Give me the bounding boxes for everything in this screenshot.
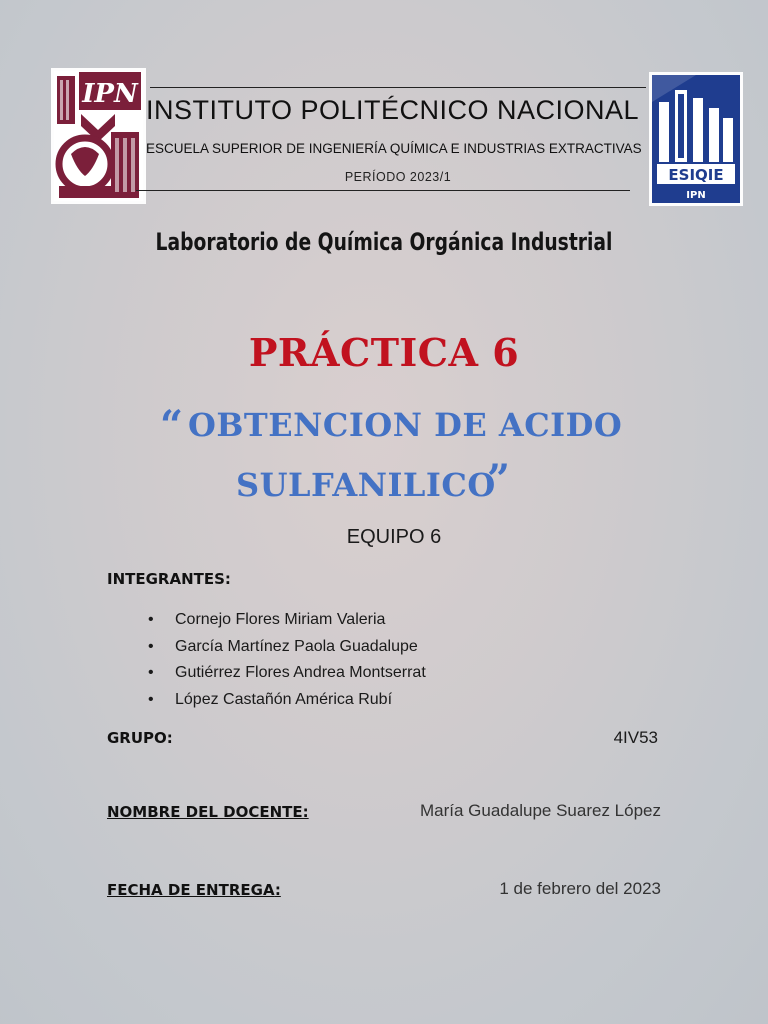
members-label: INTEGRANTES: — [107, 570, 231, 588]
lab-title: Laboratorio de Química Orgánica Industrial — [155, 228, 613, 256]
delivery-date-label — [107, 881, 281, 899]
member-item: • García Martínez Paola Guadalupe — [148, 634, 426, 661]
quote-close: ” — [487, 456, 511, 503]
institution-name: INSTITUTO POLITÉCNICO NACIONAL — [146, 95, 640, 125]
esiqie-logo-sub: IPN — [686, 190, 706, 201]
group-label: GRUPO: — [107, 729, 173, 747]
esiqie-logo-art — [649, 72, 743, 206]
team-name: EQUIPO 6 — [346, 526, 442, 548]
svg-text:IPN: IPN — [82, 79, 138, 109]
member-item: • Cornejo Flores Miriam Valeria — [148, 607, 426, 634]
project-title-line2: SULFANILICO — [236, 466, 496, 504]
header-rule-top — [150, 87, 646, 88]
member-item: • López Castañón América Rubí — [148, 687, 426, 714]
esiqie-logo — [649, 72, 743, 206]
school-name: ESCUELA SUPERIOR DE INGENIERÍA QUÍMICA E INDUSTRIAS EXTRACTIVAS — [146, 141, 642, 156]
ipn-logo-art — [51, 68, 146, 204]
members-list — [148, 607, 426, 713]
teacher-label: NOMBRE DEL DOCENTE: — [107, 803, 309, 821]
practice-title: PRÁCTICA 6 — [248, 330, 520, 375]
delivery-date-label-colon: : — [274, 881, 281, 899]
group-value: 4IV53 — [613, 728, 658, 747]
delivery-date-value: 1 de febrero del 2023 — [499, 879, 661, 898]
delivery-date-label-text: FECHA DE ENTREGA — [107, 881, 275, 899]
academic-period: PERÍODO 2023/1 — [344, 170, 452, 184]
ipn-logo — [51, 68, 146, 204]
project-title-line1: OBTENCION DE ACIDO — [188, 406, 623, 444]
header-rule-bottom — [136, 190, 630, 191]
member-item: • Gutiérrez Flores Andrea Montserrat — [148, 660, 426, 687]
teacher-value: María Guadalupe Suarez López — [420, 801, 661, 820]
esiqie-logo-text: ESIQIE — [668, 166, 724, 184]
quote-open: “ — [160, 402, 184, 449]
